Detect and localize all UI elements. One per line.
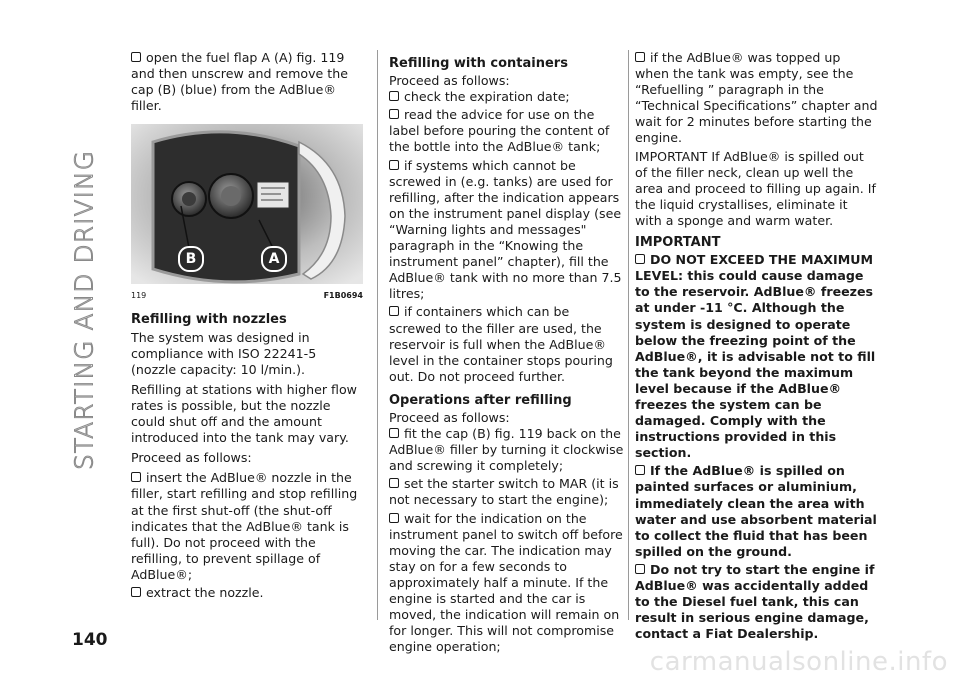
- checkbox-bullet-icon: [131, 52, 141, 62]
- figure-code: F1B0694: [323, 291, 363, 301]
- list-item: fit the cap (B) fig. 119 back on the AdBlue® filler by turning it clockwise and screwing it completely;: [389, 426, 624, 474]
- callout-a: A: [261, 246, 287, 272]
- paragraph: IMPORTANT If AdBlue® is spilled out of the filler neck, clean up well the area and proceed to filling up again. If the liquid crystallises, eliminate it with a sponge and warm water.: [635, 148, 876, 228]
- checkbox-bullet-icon: [131, 472, 141, 482]
- section-heading: Refilling with containers: [389, 56, 568, 71]
- paragraph: Proceed as follows:: [389, 409, 510, 425]
- section-heading: Operations after refilling: [389, 392, 572, 408]
- section-heading: Refilling with nozzles: [131, 312, 287, 328]
- section-side-title: STARTING AND DRIVING: [69, 149, 99, 471]
- paragraph: The system was designed in compliance with ISO 22241-5 (nozzle capacity: 10 l/min.).: [131, 329, 317, 377]
- checkbox-bullet-icon: [131, 587, 141, 597]
- list-item: if containers which can be screwed to the filler are used, the reservoir is full when the AdBlue® level in the container stops pouring out. Do not proceed further.: [389, 304, 613, 384]
- callout-b: B: [178, 246, 204, 272]
- list-item: read the advice for use on the label before pouring the content of the bottle into the AdBlue® tank;: [389, 107, 610, 155]
- fuel-flap-photo: [131, 124, 363, 284]
- watermark: carmanualsonline.info: [649, 647, 948, 677]
- checkbox-bullet-icon: [635, 254, 645, 264]
- figure-number: 119: [131, 291, 147, 301]
- list-item: extract the nozzle.: [131, 585, 363, 601]
- checkbox-bullet-icon: [635, 564, 645, 574]
- checkbox-bullet-icon: [635, 465, 645, 475]
- checkbox-bullet-icon: [635, 52, 645, 62]
- column-3: [635, 50, 878, 644]
- checkbox-bullet-icon: [389, 306, 399, 316]
- warning-item: DO NOT EXCEED THE MAXIMUM LEVEL: this could cause damage to the reservoir. AdBlue® freezes at under -11 °C. Although the system is designed to operate below the freezing point of the AdBlue®, it is advisable not to fill the tank beyond the maximum level because if the AdBlue® freezes the system can be damaged. Comply with the instructions provided in this section.: [635, 252, 876, 461]
- list-item: check the expiration date;: [389, 89, 624, 105]
- column-2: [389, 50, 624, 657]
- checkbox-bullet-icon: [389, 478, 399, 488]
- column-1: [131, 50, 363, 603]
- column-divider: [628, 50, 629, 620]
- paragraph: Proceed as follows:: [389, 73, 510, 89]
- list-item: wait for the indication on the instrument panel to switch off before moving the car. The indication may stay on for a few seconds to approximately half a minute. If the engine is started and the car is moved, the indication will remain on for longer. This will not compromise engine operation;: [389, 510, 623, 655]
- list-item: set the starter switch to MAR (it is not necessary to start the engine);: [389, 476, 619, 508]
- section-heading: IMPORTANT: [635, 235, 721, 251]
- list-item: insert the AdBlue® nozzle in the filler, start refilling and stop refilling at the first shut-off (the shut-off indicates that the AdBlue® tank is full). Do not proceed with the refilling, to prevent spillage of AdBlue®;: [131, 470, 358, 582]
- list-item: if the AdBlue® was topped up when the tank was empty, see the “Refuelling ” paragraph in the “Technical Specifications” chapter and wait for 2 minutes before starting the engine.: [635, 50, 878, 146]
- checkbox-bullet-icon: [389, 513, 399, 523]
- page-number: 140: [72, 630, 108, 650]
- checkbox-bullet-icon: [389, 109, 399, 119]
- checkbox-bullet-icon: [389, 160, 399, 170]
- list-item: if systems which cannot be screwed in (e.g. tanks) are used for refilling, after the indication appears on the instrument panel display (see “Warning lights and messages" paragraph in the “Knowing the instrument panel” chapter), fill the AdBlue® tank with no more than 7.5 litres;: [389, 157, 622, 302]
- warning-item: Do not try to start the engine if AdBlue® was accidentally added to the Diesel fuel tank, this can result in serious engine damage, contact a Fiat Dealership.: [635, 561, 875, 642]
- warning-item: If the AdBlue® is spilled on painted surfaces or aluminium, immediately clean the area with water and use absorbent material to collect the fluid that has been spilled on the ground.: [635, 463, 877, 559]
- column-divider: [377, 50, 378, 620]
- checkbox-bullet-icon: [389, 428, 399, 438]
- figure-caption: [131, 288, 363, 304]
- paragraph: Proceed as follows:: [131, 450, 252, 466]
- figure-119: [131, 124, 363, 284]
- list-item: open the fuel flap A (A) fig. 119 and then unscrew and remove the cap (B) (blue) from the AdBlue® filler.: [131, 50, 348, 114]
- checkbox-bullet-icon: [389, 91, 399, 101]
- paragraph: Refilling at stations with higher flow rates is possible, but the nozzle could shut off and the amount introduced into the tank may vary.: [131, 381, 357, 446]
